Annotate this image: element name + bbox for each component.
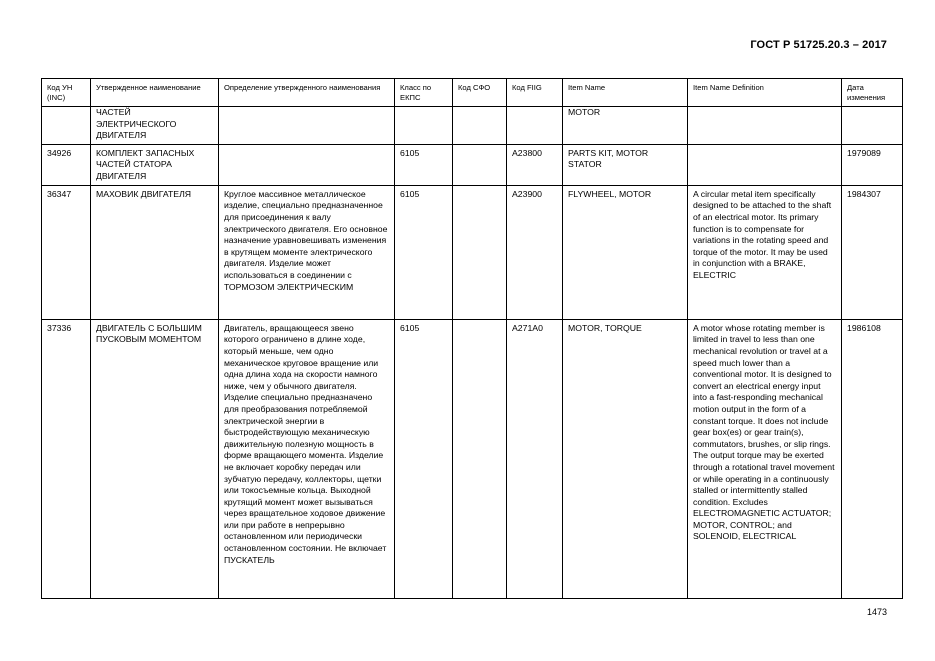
table-row [42, 107, 903, 145]
col-header-item-name: Item Name [563, 79, 688, 107]
cell-inc: 37336 [42, 319, 91, 598]
col-header-approved-name: Утвержденное наименование [91, 79, 219, 107]
col-header-sfo-code: Код СФО [453, 79, 507, 107]
cell-fiig-code: A271A0 [507, 319, 563, 598]
cell-sfo-code [453, 107, 507, 145]
table-row [42, 319, 903, 598]
cell-approved-name: МАХОВИК ДВИГАТЕЛЯ [91, 185, 219, 319]
cell-fiig-code [507, 107, 563, 145]
cell-fiig-code: A23900 [507, 185, 563, 319]
cell-change-date: 1984307 [842, 185, 903, 319]
cell-item-name-definition: A motor whose rotating member is limited in travel to less than one mechanical revolution or travel at a speed much lower than a conventional motor. It is designed to convert an electrical energy input into a fast-responding mechanical motion output in the form of a constant torque. It does not include gear box(es) or gear train(s), commutators, brushes, or slip rings. The output torque may be exerted through a rotational travel movement or while operating in a continuously stalled or intermittently stalled condition. Excludes ELECTROMAGNETIC ACTUATOR; MOTOR, CONTROL; and SOLENOID, ELECTRICAL [688, 319, 842, 598]
cell-item-name-definition [688, 144, 842, 185]
cell-sfo-code [453, 319, 507, 598]
cell-definition [219, 144, 395, 185]
cell-approved-name: ЧАСТЕЙ ЭЛЕКТРИЧЕСКОГО ДВИГАТЕЛЯ [91, 107, 219, 145]
cell-definition [219, 107, 395, 145]
table-row [42, 144, 903, 185]
cell-change-date: 1986108 [842, 319, 903, 598]
table-header-row [42, 79, 903, 107]
cell-ekps-class: 6105 [395, 144, 453, 185]
document-header: ГОСТ Р 51725.20.3 – 2017 [750, 39, 887, 51]
cell-item-name: MOTOR, TORQUE [563, 319, 688, 598]
cell-item-name: MOTOR [563, 107, 688, 145]
cell-definition: Двигатель, вращающееся звено которого ограничено в длине ходе, который меньше, чем одно механическое круговое вращение или одна длина хода на скорости намного ниже, чем у обычного двигателя. Изделие специально предназначено для преобразования потребляемой электрической энергии в быстродействующую механическую движительную полезную мощность в форме вращающего момента. Изделие не включает коробку передач или зубчатую передачу, коллекторы, щетки или токосъемные кольца. Выходной крутящий момент может вызываться через вращательное ходовое движение или при работе в непрерывно остановленном или периодически остановленном состоянии. Не включает ПУСКАТЕЛЬ [219, 319, 395, 598]
cell-approved-name: КОМПЛЕКТ ЗАПАСНЫХ ЧАСТЕЙ СТАТОРА ДВИГАТЕЛЯ [91, 144, 219, 185]
cell-sfo-code [453, 185, 507, 319]
col-header-definition: Определение утвержденного наименования [219, 79, 395, 107]
cell-item-name: FLYWHEEL, MOTOR [563, 185, 688, 319]
col-header-change-date: Дата изменения [842, 79, 903, 107]
table-row [42, 185, 903, 319]
cell-fiig-code: A23800 [507, 144, 563, 185]
cell-approved-name: ДВИГАТЕЛЬ С БОЛЬШИМ ПУСКОВЫМ МОМЕНТОМ [91, 319, 219, 598]
cell-ekps-class: 6105 [395, 319, 453, 598]
cell-ekps-class: 6105 [395, 185, 453, 319]
cell-inc: 36347 [42, 185, 91, 319]
cell-change-date [842, 107, 903, 145]
cell-sfo-code [453, 144, 507, 185]
cell-inc [42, 107, 91, 145]
cell-item-name-definition: A circular metal item specifically designed to be attached to the shaft of an electrical motor. Its primary function is to compensate for variations in the rotating speed and torque of the motor. It may be used in conjunction with a BRAKE, ELECTRIC [688, 185, 842, 319]
col-header-item-name-definition: Item Name Definition [688, 79, 842, 107]
cell-item-name: PARTS KIT, MOTOR STATOR [563, 144, 688, 185]
page-number: 1473 [866, 607, 887, 617]
col-header-fiig-code: Код FIIG [507, 79, 563, 107]
cell-inc: 34926 [42, 144, 91, 185]
col-header-ekps-class: Класс по ЕКПС [395, 79, 453, 107]
cell-item-name-definition [688, 107, 842, 145]
cell-change-date: 1979089 [842, 144, 903, 185]
cell-definition: Круглое массивное металлическое изделие, специально предназначенное для присоединения к валу электрического двигателя. Его основное назначение уравновешивать изменения в крутящем моменте электрического двигателя. Изделие может использоваться в соединении с ТОРМОЗОМ ЭЛЕКТРИЧЕСКИМ [219, 185, 395, 319]
col-header-inc: Код УН (INC) [42, 79, 91, 107]
cell-ekps-class [395, 107, 453, 145]
nomenclature-table [41, 78, 903, 599]
